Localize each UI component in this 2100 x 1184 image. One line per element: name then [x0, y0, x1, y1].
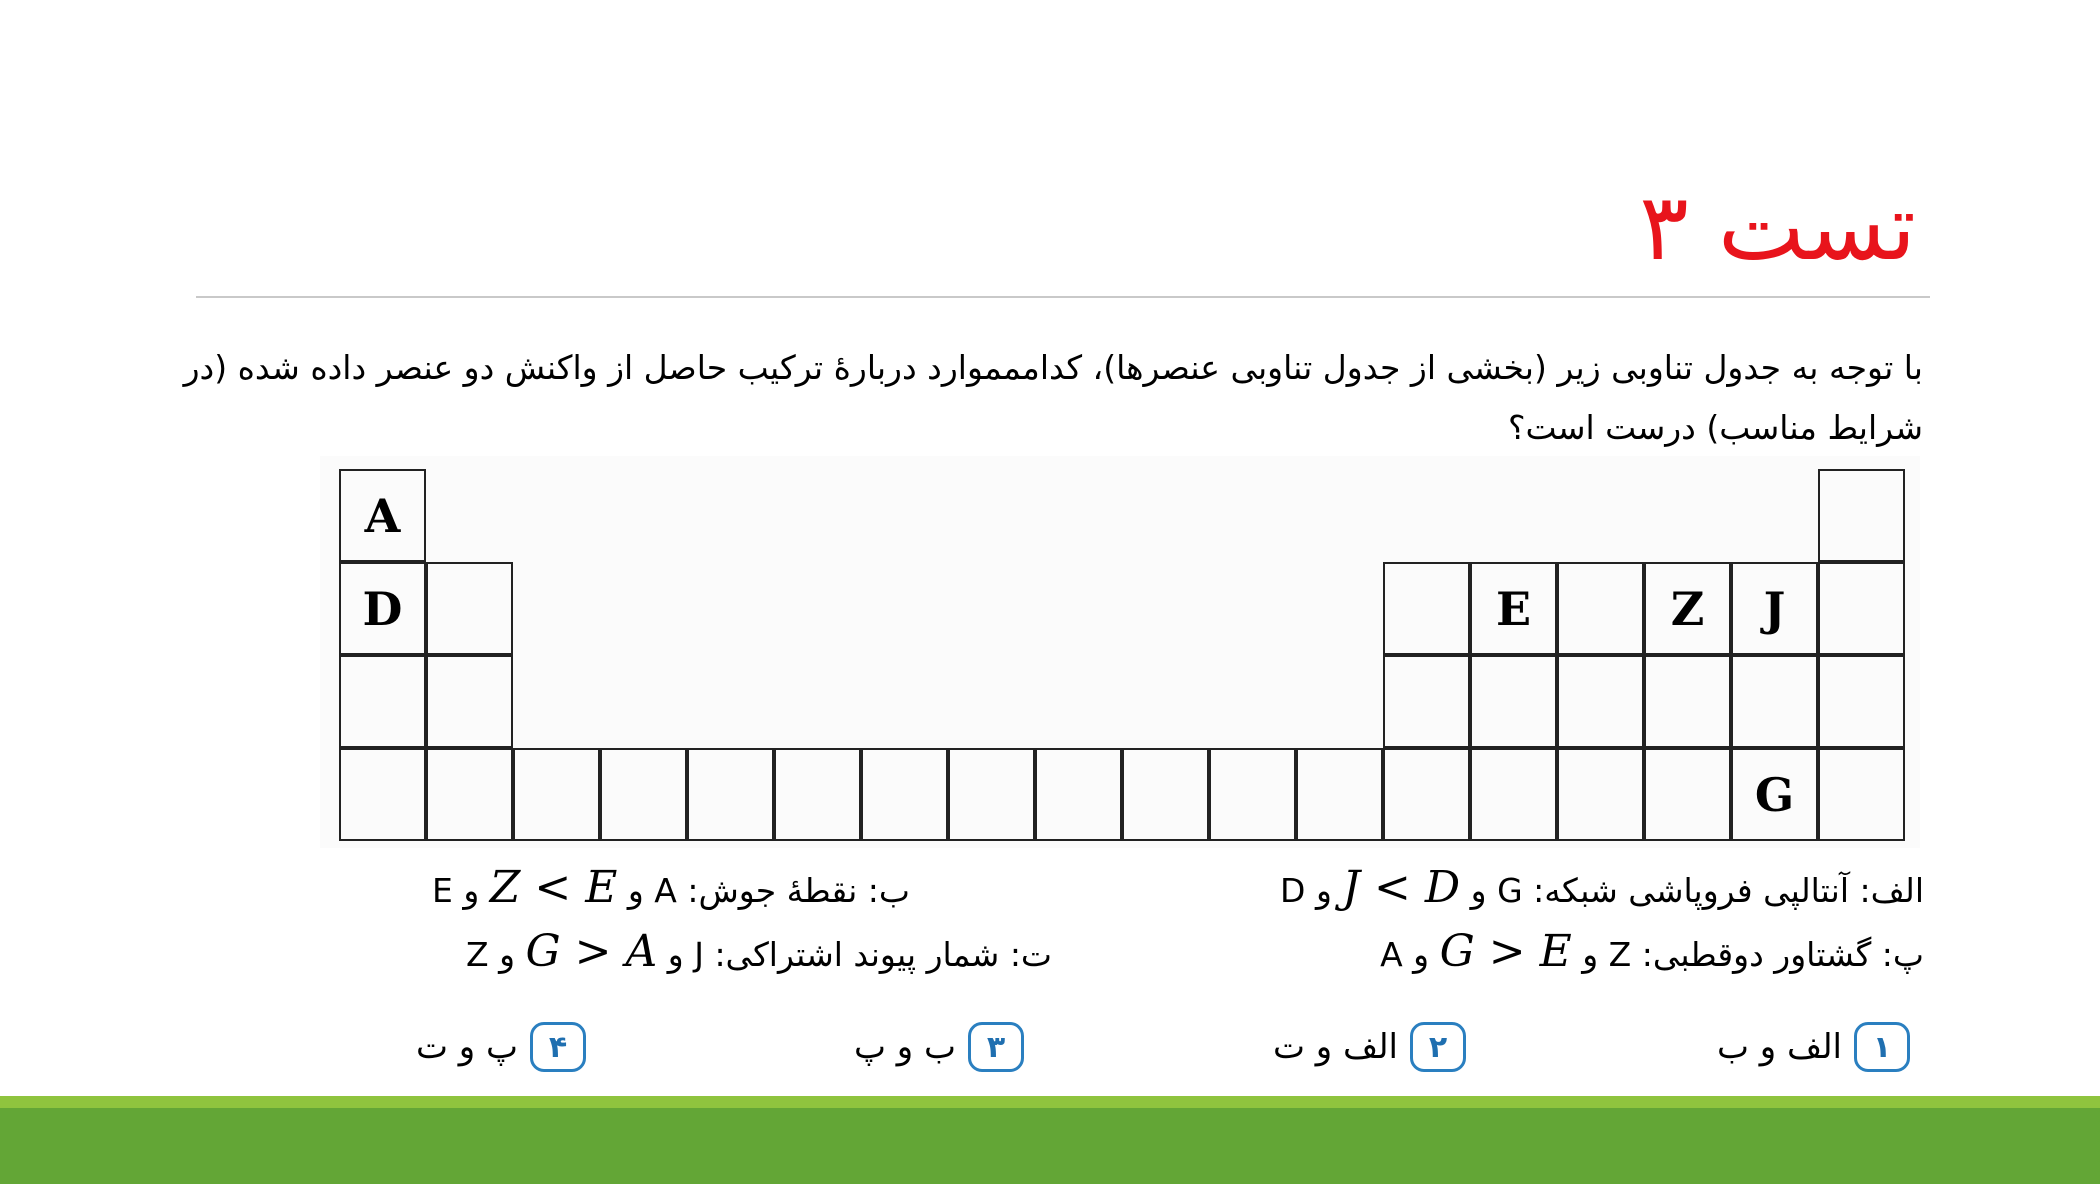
statement-pe-suffix: و A: [1380, 935, 1430, 974]
title-divider: [196, 296, 1930, 298]
cell-A: A: [339, 469, 426, 562]
option-number: ۱: [1854, 1022, 1910, 1072]
cell: [1209, 748, 1296, 841]
statement-te-prefix: ت: شمار پیوند اشتراکی: J و: [667, 935, 1052, 974]
cell: [1470, 655, 1557, 748]
statement-alef-prefix: الف: آنتالپی فروپاشی شبکه: G و: [1470, 871, 1924, 910]
cell: [1818, 562, 1905, 655]
cell: [1122, 748, 1209, 841]
cell-J: J: [1731, 562, 1818, 655]
cell: [1818, 469, 1905, 562]
option-label: الف و ب: [1716, 1027, 1842, 1067]
statement-be-prefix: ب: نقطۀ جوش: A و: [627, 871, 910, 910]
option-1[interactable]: [1717, 1022, 1910, 1072]
cell: [1818, 655, 1905, 748]
cell: [426, 562, 513, 655]
cell: [339, 655, 426, 748]
periodic-table-figure: [320, 456, 1920, 848]
statement-be-suffix: و E: [432, 871, 480, 910]
cell-G: G: [1731, 748, 1818, 841]
statement-be-math: Z < E: [489, 862, 618, 913]
cell: [1557, 655, 1644, 748]
statement-te-suffix: و Z: [465, 935, 516, 974]
cell: [948, 748, 1035, 841]
option-label: پ و ت: [415, 1027, 518, 1067]
cell: [774, 748, 861, 841]
statement-pe: [1380, 926, 1924, 977]
statement-pe-prefix: پ: گشتاور دوقطبی: Z و: [1582, 935, 1924, 974]
cell: [1644, 655, 1731, 748]
cell: [600, 748, 687, 841]
statement-te-math: G > A: [525, 926, 658, 977]
cell: [1383, 562, 1470, 655]
cell: [1383, 655, 1470, 748]
cell: [1818, 748, 1905, 841]
cell: [1644, 748, 1731, 841]
option-number: ۲: [1410, 1022, 1466, 1072]
option-label: ب و پ: [853, 1027, 956, 1067]
option-number: ۳: [968, 1022, 1024, 1072]
cell: [1296, 748, 1383, 841]
cell: [861, 748, 948, 841]
statement-be: [432, 862, 910, 913]
statement-alef: [1280, 862, 1924, 913]
option-4[interactable]: [416, 1022, 586, 1072]
option-number: ۴: [530, 1022, 586, 1072]
slide-title: تست ۳: [1639, 174, 1916, 281]
cell: [1383, 748, 1470, 841]
cell: [426, 748, 513, 841]
statement-te: [466, 926, 1052, 977]
cell-D: D: [339, 562, 426, 655]
cell: [513, 748, 600, 841]
statement-alef-math: J < D: [1342, 862, 1461, 913]
footer-band-dark: [0, 1108, 2100, 1184]
cell: [426, 655, 513, 748]
cell: [339, 748, 426, 841]
cell: [1557, 748, 1644, 841]
cell: [1731, 655, 1818, 748]
option-3[interactable]: [854, 1022, 1024, 1072]
option-label: الف و ت: [1272, 1027, 1398, 1067]
footer-band-light: [0, 1096, 2100, 1108]
cell: [1470, 748, 1557, 841]
option-2[interactable]: [1273, 1022, 1466, 1072]
question-text: با توجه به جدول تناوبی زیر (بخشی از جدول تناوبی عنصرها)، کداممموارد دربارۀ ترکیب حاصل از واکنش دو عنصر داده شده (در شرایط مناسب) درست است؟: [183, 348, 1923, 447]
statement-alef-suffix: و D: [1280, 871, 1332, 910]
cell-Z: Z: [1644, 562, 1731, 655]
statement-pe-math: G > E: [1439, 926, 1572, 977]
cell-E: E: [1470, 562, 1557, 655]
cell: [1035, 748, 1122, 841]
cell: [687, 748, 774, 841]
cell: [1557, 562, 1644, 655]
